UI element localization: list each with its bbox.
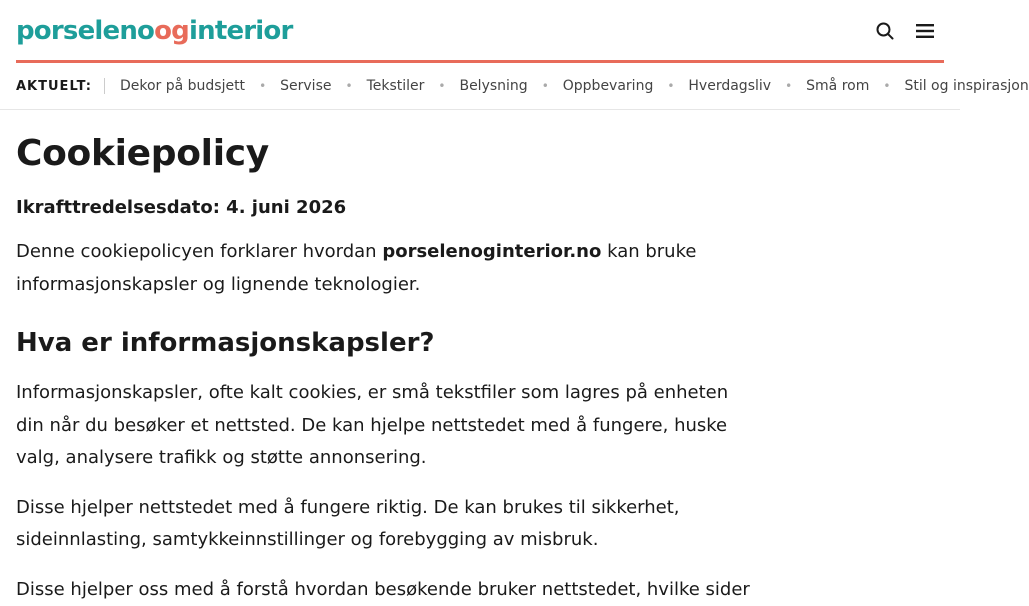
search-button[interactable] xyxy=(874,20,896,42)
topic-link[interactable]: Stil og inspirasjon xyxy=(904,78,1028,94)
logo-text-part3: interior xyxy=(189,16,293,46)
paragraph-analytics-cookies: Disse hjelper oss med å forstå hvordan besøkende bruker nettstedet, hvilke sider xyxy=(16,574,756,606)
site-logo[interactable] xyxy=(16,14,293,48)
intro-text-end: kan bruke informasjonskapsler og lignende teknologier. xyxy=(16,241,696,295)
topic-separator: • xyxy=(438,79,445,93)
topic-link[interactable]: Dekor på budsjett xyxy=(120,78,245,94)
topic-separator: • xyxy=(542,79,549,93)
topic-separator: • xyxy=(667,79,674,93)
logo-text-part1: porseleno xyxy=(16,16,154,46)
topic-link[interactable]: Oppbevaring xyxy=(563,78,654,94)
topic-separator: • xyxy=(883,79,890,93)
article-content xyxy=(0,132,772,606)
menu-button[interactable] xyxy=(914,20,938,42)
topic-link[interactable]: Små rom xyxy=(806,78,869,94)
page-title: Cookiepolicy xyxy=(16,132,756,176)
topics-label: AKTUELT: xyxy=(16,79,92,94)
intro-text-start: Denne cookiepolicyen forklarer hvordan xyxy=(16,241,382,262)
topics-divider xyxy=(104,78,105,94)
topic-link[interactable]: Belysning xyxy=(459,78,527,94)
hamburger-menu-icon xyxy=(914,20,938,42)
intro-paragraph xyxy=(16,236,756,301)
paragraph-what-are-cookies: Informasjonskapsler, ofte kalt cookies, er små tekstfiler som lagres på enheten din når du besøker et nettsted. De kan hjelpe nettstedet med å fungere, huske valg, analysere trafikk og støtte annonsering. xyxy=(16,377,756,475)
topic-link[interactable]: Servise xyxy=(280,78,331,94)
site-header xyxy=(16,0,944,63)
topic-link[interactable]: Tekstiler xyxy=(367,78,425,94)
site-domain: porselenoginterior.no xyxy=(382,241,601,262)
paragraph-necessary-cookies: Disse hjelper nettstedet med å fungere riktig. De kan brukes til sikkerhet, sideinnlasting, samtykkeinnstillinger og forebygging av misbruk. xyxy=(16,492,756,557)
topic-separator: • xyxy=(259,79,266,93)
topic-separator: • xyxy=(785,79,792,93)
section-heading: Hva er informasjonskapsler? xyxy=(16,325,756,361)
topic-list xyxy=(120,78,950,94)
topic-link[interactable]: Hverdagsliv xyxy=(688,78,771,94)
topic-separator: • xyxy=(345,79,352,93)
topics-bar xyxy=(0,63,960,110)
effective-date: Ikrafttredelsesdato: 4. juni 2026 xyxy=(16,194,756,222)
search-icon xyxy=(874,20,896,42)
logo-text-part2: og xyxy=(154,16,189,46)
